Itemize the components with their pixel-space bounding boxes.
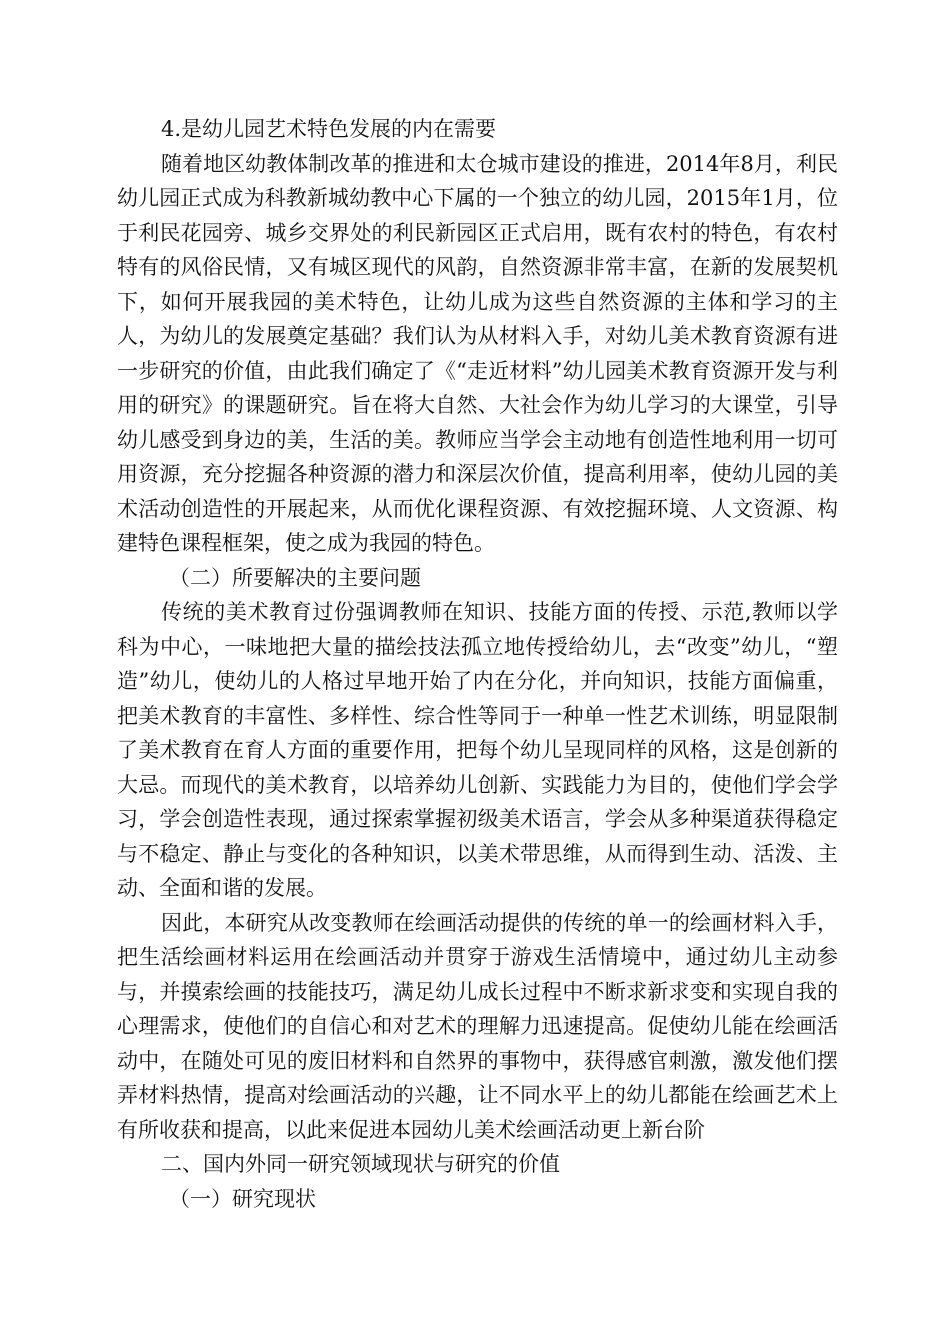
paragraph-background: 随着地区幼教体制改革的推进和太仓城市建设的推进，2014年8月，利民幼儿园正式成为科教新城幼教中心下属的一个独立的幼儿园，2015年1月，位于利民花园旁、城乡交界处的利民新园区正式启用，既有农村的特色，有农村特有的风俗民情，又有城区现代的风韵，自然资源非常丰富，在新的发展契机下，如何开展我园的美术特色，让幼儿成为这些自然资源的主体和学习的主人，为幼儿的发展奠定基础？我们认为从材料入手，对幼儿美术教育资源有进一步研究的价值，由此我们确定了《“走近材料”幼儿园美术教育资源开发与利用的研究》的课题研究。旨在将大自然、大社会作为幼儿学习的大课堂，引导幼儿感受到身边的美，生活的美。教师应当学会主动地有创造性地利用一切可用资源，充分挖掘各种资源的潜力和深层次价值，提高利用率，使幼儿园的美术活动创造性的开展起来，从而优化课程资源、有效挖掘环境、人文资源、构建特色课程框架，使之成为我园的特色。	[117, 151, 838, 555]
subheading-main-problems: （二）所要解决的主要问题	[169, 565, 421, 590]
document-body	[117, 112, 838, 1216]
subheading-artistic-need: 4.是幼儿园艺术特色发展的内在需要	[161, 117, 497, 141]
section-heading-research-status: 二、国内外同一研究领域现状与研究的价值	[161, 1152, 560, 1176]
paragraph-research-approach: 因此，本研究从改变教师在绘画活动提供的传统的单一的绘画材料入手，把生活绘画材料运用在绘画活动并贯穿于游戏生活情境中，通过幼儿主动参与，并摸索绘画的技能技巧，满足幼儿成长过程中不断求新求变和实现自我的心理需求，使他们的自信心和对艺术的理解力迅速提高。促使幼儿能在绘画活动中，在随处可见的废旧材料和自然界的事物中，获得感官刺激，激发他们摆弄材料热情，提高对绘画活动的兴趣，让不同水平上的幼儿都能在绘画艺术上有所收获和提高，以此来促进本园幼儿美术绘画活动更上新台阶	[117, 910, 838, 1142]
subheading-research-status: （一）研究现状	[169, 1186, 316, 1211]
paragraph-traditional-art-education: 传统的美术教育过份强调教师在知识、技能方面的传授、示范,教师以学科为中心，一味地把大量的描绘技法孤立地传授给幼儿，去“改变”幼儿，“塑造”幼儿，使幼儿的人格过早地开始了内在分化，并向知识，技能方面偏重，把美术教育的丰富性、多样性、综合性等同于一种单一性艺术训练，明显限制了美术教育在育人方面的重要作用，把每个幼儿呈现同样的风格，这是创新的大忌。而现代的美术教育，以培养幼儿创新、实践能力为目的，使他们学会学习，学会创造性表现，通过探索掌握初级美术语言，学会从多种渠道获得稳定与不稳定、静止与变化的各种知识，以美术带思维，从而得到生动、活泼、主动、全面和谐的发展。	[117, 600, 838, 900]
